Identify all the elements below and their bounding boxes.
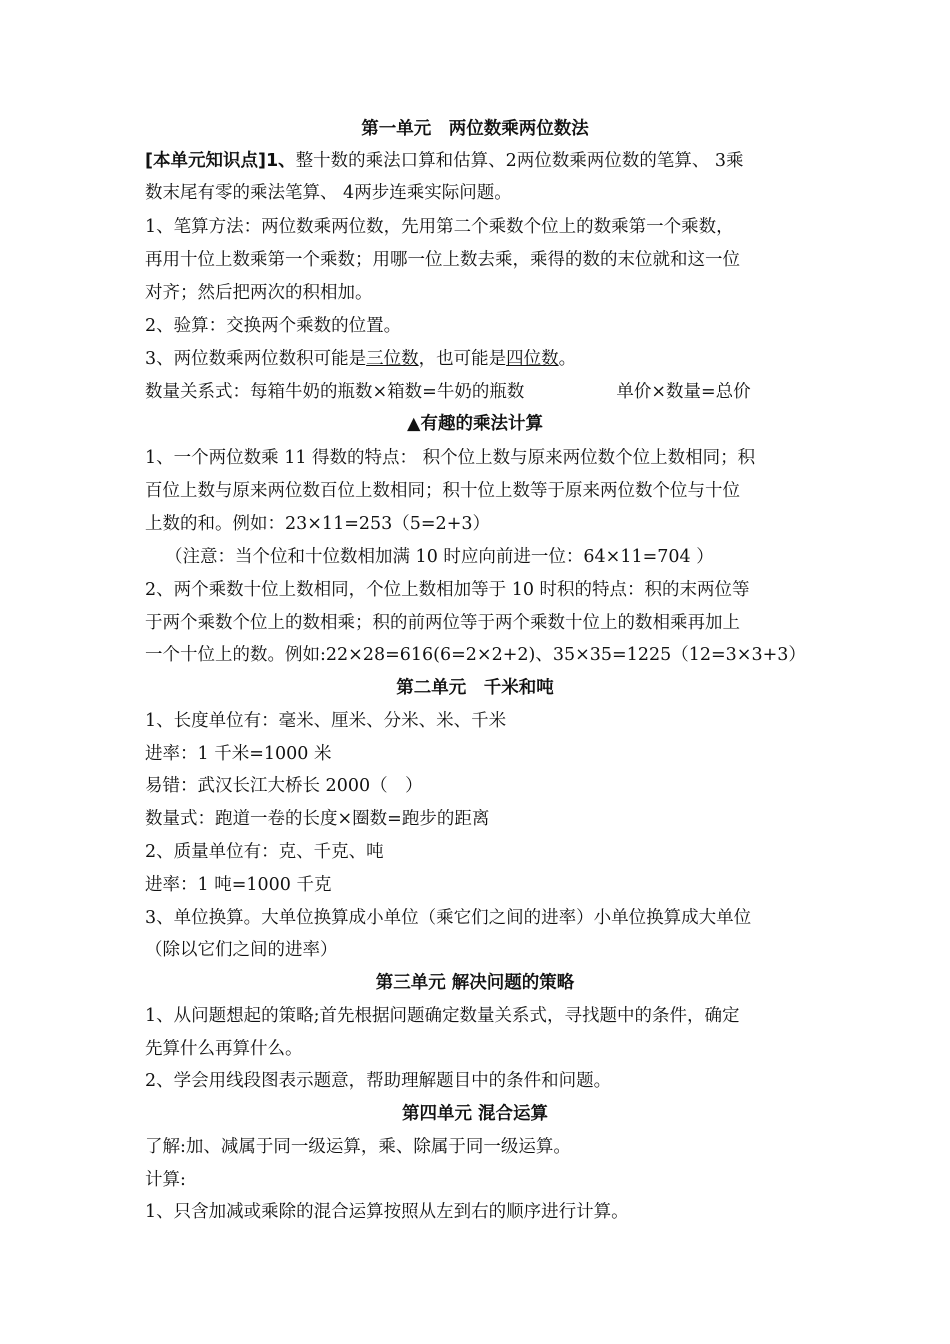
section-title-fun-multiplication: ▲有趣的乘法计算	[407, 414, 543, 434]
paragraph-line: 计算:	[145, 1170, 186, 1190]
knowledge-points-text: 整十数的乘法口算和估算、2两位数乘两位数的笔算、 3乘	[295, 151, 744, 171]
paragraph-line: 2、两个乘数十位上数相同，个位上数相加等于 10 时积的特点：积的末两位等	[145, 580, 750, 600]
paragraph-line: 一个十位上的数。例如:22×28=616(6=2×2+2)、35×35=1225（12=3×3+3）	[145, 645, 806, 665]
note-line: （注意：当个位和十位数相加满 10 时应向前进一位：64×11=704 ）	[165, 547, 714, 567]
unit2-title: 第二单元 千米和吨	[396, 678, 554, 698]
paragraph-line: 易错：武汉长江大桥长 2000（ ）	[145, 776, 423, 796]
paragraph-line: 1、从问题想起的策略;首先根据问题确定数量关系式，寻找题中的条件，确定	[145, 1006, 740, 1026]
paragraph-line: 进率：1 吨=1000 千克	[145, 875, 332, 895]
quantity-relation-line	[145, 381, 815, 403]
paragraph-line: 2、质量单位有：克、千克、吨	[145, 842, 384, 862]
text-segment: ，也可能是	[418, 349, 507, 369]
underlined-term: 三位数	[366, 349, 419, 369]
paragraph-line: 百位上数与原来两位数百位上数相同；积十位上数等于原来两位数个位与十位	[145, 481, 740, 501]
paragraph-line: 进率：1 千米=1000 米	[145, 744, 332, 764]
unit1-title: 第一单元 两位数乘两位数法	[361, 119, 589, 139]
paragraph-line: 先算什么再算什么。	[145, 1039, 303, 1059]
paragraph-line: 1、笔算方法：两位数乘两位数，先用第二个乘数个位上的数乘第一个乘数，	[145, 217, 734, 237]
knowledge-points-line2: 数末尾有零的乘法笔算、 4两步连乘实际问题。	[145, 183, 512, 203]
unit3-title: 第三单元 解决问题的策略	[375, 973, 575, 993]
paragraph-line: 于两个乘数个位上的数相乘；积的前两位等于两个乘数十位上的数相乘再加上	[145, 613, 740, 633]
paragraph-line: 2、验算：交换两个乘数的位置。	[145, 316, 402, 336]
relation-formula: 数量关系式：每箱牛奶的瓶数×箱数=牛奶的瓶数	[145, 382, 525, 402]
paragraph-line: 了解:加、减属于同一级运算，乘、除属于同一级运算。	[145, 1137, 571, 1157]
knowledge-points-line1	[145, 150, 815, 172]
paragraph-line: 再用十位上数乘第一个乘数；用哪一位上数去乘，乘得的数的末位就和这一位	[145, 250, 740, 270]
paragraph-line: 对齐；然后把两次的积相加。	[145, 283, 373, 303]
paragraph-line: 2、学会用线段图表示题意，帮助理解题目中的条件和问题。	[145, 1071, 612, 1091]
knowledge-points-label: [本单元知识点]1、	[145, 151, 296, 171]
paragraph-line: （除以它们之间的进率）	[145, 940, 338, 960]
unit4-title: 第四单元 混合运算	[401, 1104, 549, 1124]
paragraph-line: 数量式：跑道一卷的长度×圈数=跑步的距离	[145, 809, 490, 829]
relation-formula: 单价×数量=总价	[616, 382, 751, 402]
paragraph-line	[145, 348, 815, 370]
text-segment: 。	[558, 349, 577, 369]
paragraph-line: 1、一个两位数乘 11 得数的特点： 积个位上数与原来两位数个位上数相同；积	[145, 448, 756, 468]
paragraph-line: 1、长度单位有：毫米、厘米、分米、米、千米	[145, 711, 507, 731]
underlined-term: 四位数	[506, 349, 559, 369]
text-segment: 3、两位数乘两位数积可能是	[145, 349, 367, 369]
paragraph-line: 上数的和。例如：23×11=253（5=2+3）	[145, 514, 490, 534]
paragraph-line: 1、只含加减或乘除的混合运算按照从左到右的顺序进行计算。	[145, 1202, 629, 1222]
paragraph-line: 3、单位换算。大单位换算成小单位（乘它们之间的进率）小单位换算成大单位	[145, 908, 752, 928]
